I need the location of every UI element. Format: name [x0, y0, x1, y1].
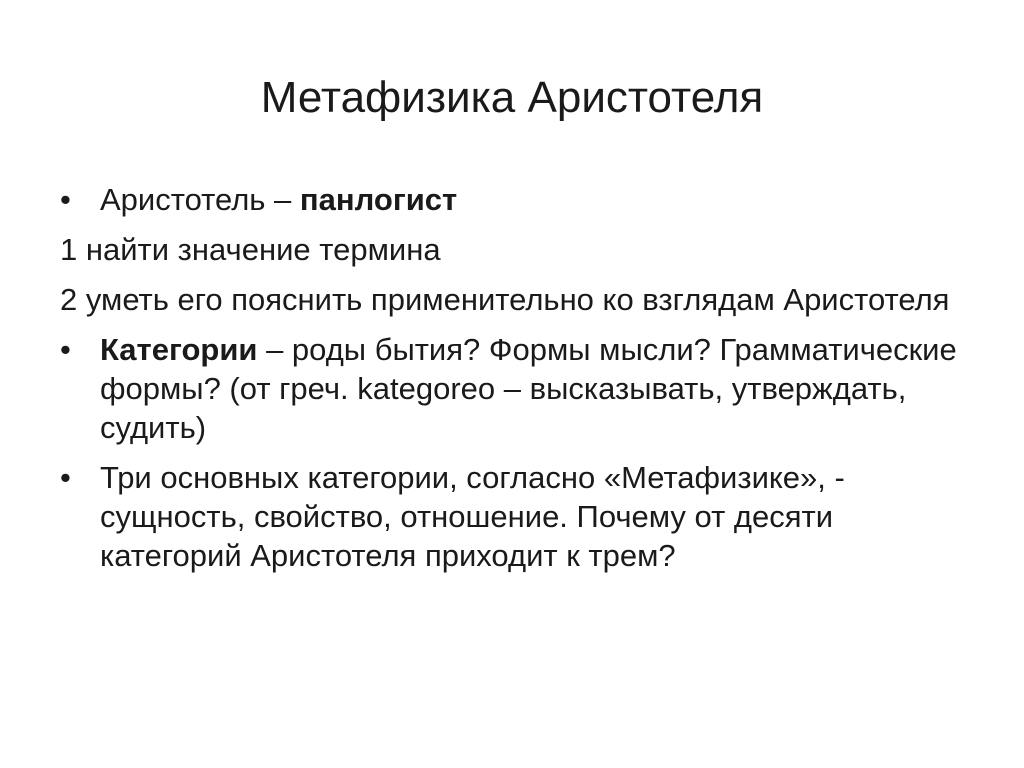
bullet-marker: • [60, 332, 71, 367]
list-item [60, 280, 960, 319]
bullet-marker: • [60, 460, 71, 495]
list-item [60, 230, 960, 269]
list-item [60, 330, 960, 447]
item-bold-term: панлогист [299, 182, 458, 217]
item-text: уметь его пояснить применительно ко взглядам Аристотеля [77, 282, 950, 317]
item-bold-term: Категории [100, 332, 258, 367]
slide-title: Метафизика Аристотеля [260, 73, 764, 122]
slide-content [60, 180, 960, 586]
list-item [60, 458, 960, 575]
number-marker: 1 [60, 232, 78, 267]
item-text: Аристотель – [100, 182, 300, 217]
bullet-marker: • [60, 182, 71, 217]
item-text: найти значение термина [77, 232, 441, 267]
number-marker: 2 [60, 282, 78, 317]
item-text: Три основных категории, согласно «Метафизике», - сущность, свойство, отношение. Почему от десяти категорий Аристотеля приходит к трем? [100, 460, 845, 573]
item-text: – роды бытия? Формы мысли? Грамматические формы? (от греч. kategoreo – высказывать, утверждать, судить) [100, 332, 957, 445]
list-item [60, 180, 960, 219]
